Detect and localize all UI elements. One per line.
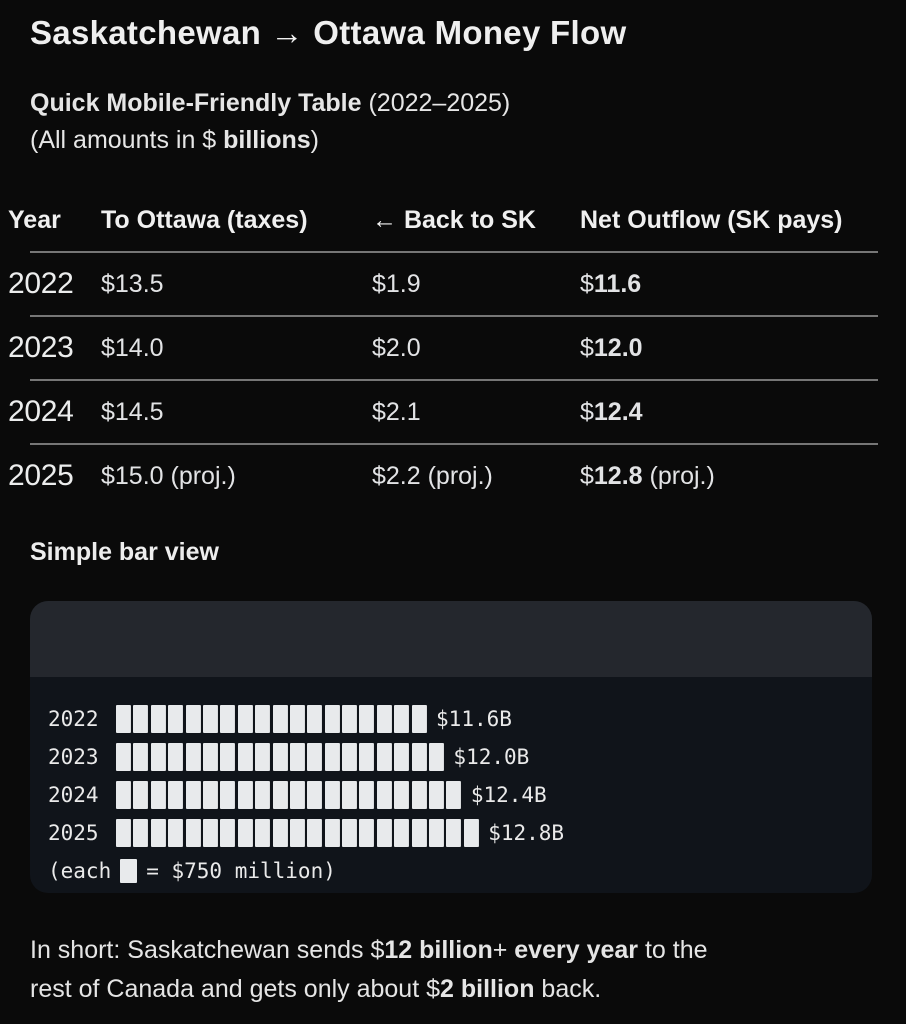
year-cell: 2023 bbox=[8, 331, 74, 364]
bar-value-label: $12.4B bbox=[470, 783, 547, 807]
bar-block bbox=[412, 781, 427, 809]
page-title: Saskatchewan → Ottawa Money Flow bbox=[30, 14, 627, 51]
table-header-row bbox=[8, 200, 898, 240]
bar-block bbox=[359, 743, 374, 771]
bar-block bbox=[359, 705, 374, 733]
header-year: Year bbox=[8, 205, 61, 234]
bar-block bbox=[168, 781, 183, 809]
subtitle-range: (2022–2025) bbox=[361, 89, 511, 117]
bar-block bbox=[186, 819, 201, 847]
bar-block bbox=[273, 705, 288, 733]
bar-block bbox=[133, 743, 148, 771]
table-row bbox=[8, 384, 898, 440]
bar-block bbox=[325, 819, 340, 847]
bar-block bbox=[255, 705, 270, 733]
bar-block bbox=[151, 705, 166, 733]
bar-block bbox=[412, 743, 427, 771]
bar-block bbox=[133, 705, 148, 733]
table-row bbox=[8, 320, 898, 376]
bar-block bbox=[238, 819, 253, 847]
bar-block bbox=[151, 819, 166, 847]
year-cell: 2024 bbox=[8, 395, 74, 428]
header-back-to-sk: ← Back to SK bbox=[372, 205, 536, 234]
legend-block-icon bbox=[120, 859, 137, 883]
bar-block bbox=[151, 743, 166, 771]
bar-block bbox=[429, 819, 444, 847]
net-outflow-cell: $12.4 bbox=[580, 397, 643, 426]
table-divider bbox=[30, 443, 878, 445]
bar-block bbox=[464, 819, 479, 847]
bar-block bbox=[394, 705, 409, 733]
summary-line-1: In short: Saskatchewan sends $12 billion+ every year to the bbox=[30, 936, 708, 964]
bar-block bbox=[290, 781, 305, 809]
code-block-header bbox=[30, 601, 872, 677]
bar-block bbox=[203, 705, 218, 733]
bar-year-label: 2022 bbox=[48, 707, 99, 731]
bar-block bbox=[325, 705, 340, 733]
bar-block bbox=[377, 781, 392, 809]
back-to-sk-cell: $2.1 bbox=[372, 397, 421, 426]
bar-block bbox=[412, 705, 427, 733]
bar-block bbox=[220, 743, 235, 771]
bar-block bbox=[203, 781, 218, 809]
bar-year-label: 2025 bbox=[48, 821, 99, 845]
bar-block bbox=[359, 819, 374, 847]
bar-block bbox=[133, 819, 148, 847]
bar-block bbox=[273, 743, 288, 771]
bar-row bbox=[48, 814, 872, 852]
bar-block bbox=[168, 819, 183, 847]
bar-block bbox=[342, 743, 357, 771]
net-outflow-cell: $12.8 (proj.) bbox=[580, 461, 715, 490]
subtitle bbox=[30, 89, 510, 118]
bar-block bbox=[394, 743, 409, 771]
bar-block bbox=[186, 781, 201, 809]
bar-block bbox=[290, 705, 305, 733]
bar-block bbox=[186, 705, 201, 733]
header-net-outflow: Net Outflow (SK pays) bbox=[580, 205, 843, 234]
bar-2023 bbox=[116, 743, 446, 771]
bar-block bbox=[133, 781, 148, 809]
bar-block bbox=[307, 819, 322, 847]
bar-block bbox=[377, 819, 392, 847]
bar-legend bbox=[48, 854, 872, 888]
bar-block bbox=[429, 743, 444, 771]
table-divider bbox=[30, 315, 878, 317]
bar-block bbox=[446, 781, 461, 809]
bar-block bbox=[307, 743, 322, 771]
bar-block bbox=[116, 705, 131, 733]
bar-block bbox=[359, 781, 374, 809]
bar-value-label: $12.0B bbox=[453, 745, 530, 769]
bar-block bbox=[290, 743, 305, 771]
to-ottawa-cell: $13.5 bbox=[101, 269, 164, 298]
year-cell: 2025 bbox=[8, 459, 74, 492]
legend-suffix: = $750 million) bbox=[146, 859, 336, 883]
bar-block bbox=[446, 819, 461, 847]
summary-line-2: rest of Canada and gets only about $2 billion back. bbox=[30, 975, 602, 1003]
back-to-sk-cell: $2.0 bbox=[372, 333, 421, 362]
bar-block bbox=[394, 819, 409, 847]
table-row bbox=[8, 448, 898, 504]
bar-block bbox=[273, 781, 288, 809]
bar-block bbox=[238, 705, 253, 733]
bar-block bbox=[377, 743, 392, 771]
summary-paragraph bbox=[30, 931, 708, 1009]
bar-block bbox=[116, 743, 131, 771]
bar-2022 bbox=[116, 705, 429, 733]
bar-view-heading: Simple bar view bbox=[30, 538, 219, 566]
bar-block bbox=[220, 781, 235, 809]
bar-block bbox=[307, 781, 322, 809]
bar-block bbox=[151, 781, 166, 809]
bar-chart-panel bbox=[30, 601, 872, 893]
bar-block bbox=[203, 743, 218, 771]
bar-block bbox=[342, 705, 357, 733]
bar-block bbox=[255, 781, 270, 809]
bar-block bbox=[203, 819, 218, 847]
bar-value-label: $12.8B bbox=[488, 821, 565, 845]
bar-block bbox=[168, 743, 183, 771]
bar-block bbox=[342, 819, 357, 847]
bar-block bbox=[116, 781, 131, 809]
to-ottawa-cell: $14.5 bbox=[101, 397, 164, 426]
bar-2025 bbox=[116, 819, 481, 847]
back-to-sk-cell: $2.2 (proj.) bbox=[372, 461, 493, 490]
bar-block bbox=[168, 705, 183, 733]
bar-block bbox=[116, 819, 131, 847]
bar-row bbox=[48, 776, 872, 814]
bar-2024 bbox=[116, 781, 464, 809]
bar-year-label: 2023 bbox=[48, 745, 99, 769]
bar-block bbox=[255, 819, 270, 847]
bar-block bbox=[325, 743, 340, 771]
bar-block bbox=[377, 705, 392, 733]
table-row bbox=[8, 256, 898, 312]
bar-value-label: $11.6B bbox=[436, 707, 512, 731]
bar-block bbox=[429, 781, 444, 809]
to-ottawa-cell: $14.0 bbox=[101, 333, 164, 362]
bar-block bbox=[273, 819, 288, 847]
bar-block bbox=[220, 819, 235, 847]
bar-block bbox=[394, 781, 409, 809]
bar-block bbox=[290, 819, 305, 847]
bar-block bbox=[220, 705, 235, 733]
table-divider bbox=[30, 251, 878, 253]
bar-block bbox=[255, 743, 270, 771]
year-cell: 2022 bbox=[8, 267, 74, 300]
subtitle-note: (All amounts in $ billions) bbox=[30, 126, 319, 154]
net-outflow-cell: $11.6 bbox=[580, 269, 642, 298]
to-ottawa-cell: $15.0 (proj.) bbox=[101, 461, 236, 490]
bar-block bbox=[238, 743, 253, 771]
header-to-ottawa: To Ottawa (taxes) bbox=[101, 205, 308, 234]
bar-row bbox=[48, 738, 872, 776]
bar-block bbox=[186, 743, 201, 771]
subtitle-bold: Quick Mobile-Friendly Table bbox=[30, 89, 362, 117]
bar-year-label: 2024 bbox=[48, 783, 99, 807]
bar-block bbox=[412, 819, 427, 847]
table-divider bbox=[30, 379, 878, 381]
bar-row bbox=[48, 700, 872, 738]
back-to-sk-cell: $1.9 bbox=[372, 269, 421, 298]
bar-block bbox=[307, 705, 322, 733]
bar-block bbox=[342, 781, 357, 809]
bar-chart-body bbox=[30, 677, 872, 888]
net-outflow-cell: $12.0 bbox=[580, 333, 643, 362]
legend-prefix: (each bbox=[48, 859, 112, 883]
bar-block bbox=[238, 781, 253, 809]
bar-block bbox=[325, 781, 340, 809]
